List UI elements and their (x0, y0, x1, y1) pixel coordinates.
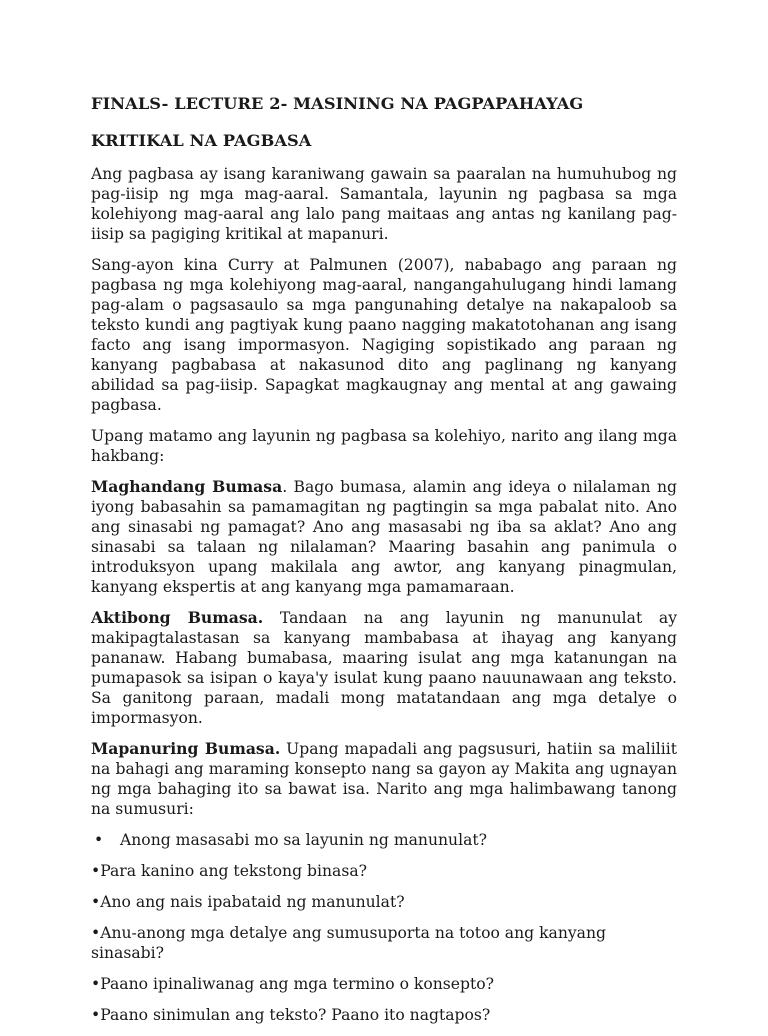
question-item: •Para kanino ang tekstong binasa? (91, 862, 367, 880)
step-maghandang-bumasa (91, 477, 677, 597)
question-item: •Anu-anong mga detalye ang sumusuporta na totoo ang kanyang sinasabi? (91, 924, 606, 962)
document-title: FINALS- LECTURE 2- MASINING NA PAGPAPAHAYAG (91, 94, 584, 113)
step-mapanuring-bumasa (91, 739, 677, 819)
step-text: Upang mapadali ang pagsusuri, hatiin sa maliliit na bahagi ang maraming konsepto nang sa gayon ay Makita ang ugnayan ng mga bahaging ito sa bawat isa. Narito ang mga halimbawang tanong na sumusuri: (91, 740, 677, 818)
paragraph-intro: Ang pagbasa ay isang karaniwang gawain sa paaralan na humuhubog ng pag-iisip ng mga mag-aaral. Samantala, layunin ng pagbasa sa mga kolehiyong mag-aaral ang lalo pang maitaas ang antas ng kanilang pag- iisip sa pagiging kritikal at mapanuri. (91, 165, 677, 243)
step-text: . Bago bumasa, alamin ang ideya o nilalaman ng iyong babasahin sa pamamagitan ng pagtingin sa mga pabalat nito. Ano ang sinasabi ng pamagat? Ano ang masasabi ng iba sa aklat? Ano ang sinasabi sa talaan ng nilalaman? Maaring basahin ang panimula o introduksyon upang makilala ang awtor, ang kanyang pinagmulan, kanyang ekspertis at ang kanyang mga pamamaraan. (91, 478, 678, 596)
question-item: •Paano sinimulan ang teksto? Paano ito nagtapos? (91, 1006, 491, 1024)
document-page (91, 88, 677, 1036)
question-item (91, 830, 677, 850)
step-aktibong-bumasa (91, 608, 677, 728)
paragraph-steps-intro: Upang matamo ang layunin ng pagbasa sa kolehiyo, narito ang ilang mga hakbang: (91, 427, 677, 465)
step-term: Mapanuring Bumasa. (91, 739, 281, 758)
paragraph-curry-palmunen: Sang-ayon kina Curry at Palmunen (2007), nababago ang paraan ng pagbasa ng mga kolehiyong mag-aaral, nangangahulugang hindi lamang pag-alam o pagsasaulo sa mga pangunahing detalye na nakapaloob sa teksto kundi ang pagtiyak kung paano nagging makatotohanan ang isang facto ang isang impormasyon. Nagiging sopistikado ang paraan ng kanyang pagbabasa at nakasunod dito ang paglinang ng kanyang abilidad sa pag-iisip. Sapagkat magkaugnay ang mental at ang gawaing pagbasa. (91, 256, 677, 414)
question-item: •Paano ipinaliwanag ang mga termino o konsepto? (91, 975, 495, 993)
step-term: Aktibong Bumasa. (91, 608, 264, 627)
step-term: Maghandang Bumasa (91, 477, 283, 496)
document-subtitle: KRITIKAL NA PAGBASA (91, 131, 312, 150)
bullet-icon: • (94, 831, 104, 849)
step-text: Tandaan na ang layunin ng manunulat ay makipagtalastasan sa kanyang mambabasa at ihayag ang kanyang pananaw. Habang bumabasa, maaring isulat ang mga katanungan na pumapasok sa isipan o kaya'y isulat kung paano nauunawaan ang teksto. Sa ganitong paraan, madali mong matatandaan ang mga detalye o impormasyon. (91, 609, 678, 727)
question-text: Anong masasabi mo sa layunin ng manunulat? (120, 831, 487, 849)
question-item: •Ano ang nais ipabatаid ng manunulat? (91, 893, 405, 911)
